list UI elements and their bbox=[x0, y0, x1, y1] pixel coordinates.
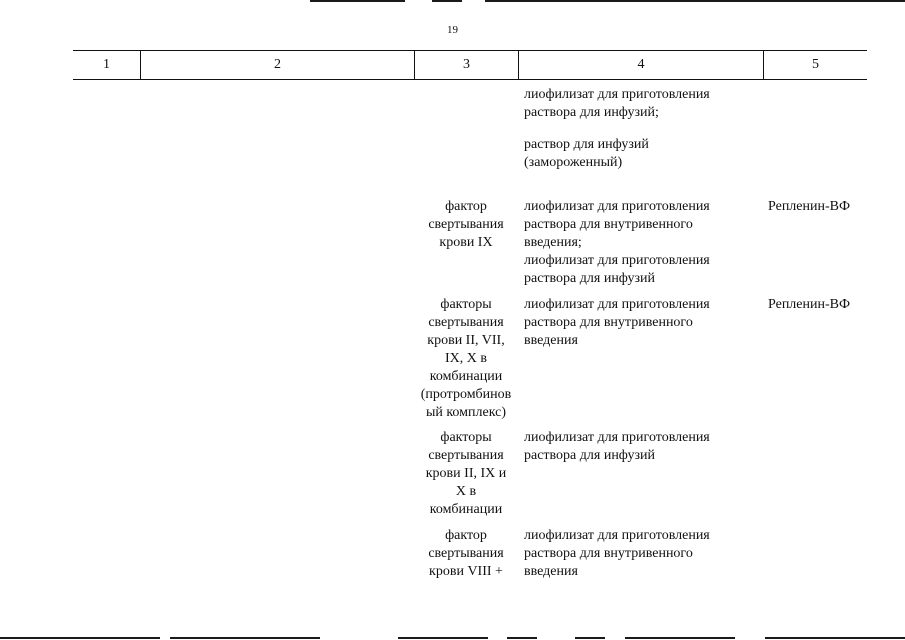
column-header-2: 2 bbox=[274, 57, 281, 72]
table-header-row bbox=[73, 50, 867, 80]
trade-name-cell: Репленин-ВФ bbox=[768, 297, 851, 312]
scan-artifact-top-mid bbox=[432, 0, 462, 2]
column-header-5: 5 bbox=[812, 57, 819, 72]
scan-artifact-bottom-4 bbox=[507, 637, 537, 639]
trade-name-cell: Репленин-ВФ bbox=[768, 199, 851, 214]
column-header-3: 3 bbox=[463, 57, 470, 72]
substance-cell: фактор свертывания крови VIII + bbox=[428, 528, 504, 579]
column-header-1: 1 bbox=[103, 57, 110, 72]
dosage-form-cell: лиофилизат для приготовления раствора для внутривенного введения bbox=[524, 528, 710, 579]
dosage-form-cell: лиофилизат для приготовления раствора для инфузий bbox=[524, 430, 710, 463]
dosage-form-cell: раствор для инфузий (замороженный) bbox=[524, 137, 649, 170]
column-header-4: 4 bbox=[637, 57, 645, 72]
substance-cell: факторы свертывания крови II, IX и X в комбинации bbox=[425, 430, 507, 517]
scan-artifact-bottom-2 bbox=[170, 637, 320, 639]
dosage-form-cell: лиофилизат для приготовления раствора для инфузий; bbox=[524, 87, 710, 120]
dosage-form-cell: лиофилизат для приготовления раствора для внутривенного введения; лиофилизат для приготовления раствора для инфузий bbox=[524, 199, 710, 286]
dosage-form-cell: лиофилизат для приготовления раствора для внутривенного введения bbox=[524, 297, 710, 348]
scan-artifact-bottom-1 bbox=[0, 637, 160, 639]
substance-cell: фактор свертывания крови IX bbox=[428, 199, 504, 250]
scan-artifact-top-right bbox=[485, 0, 905, 2]
scan-artifact-bottom-3 bbox=[398, 637, 488, 639]
page-number: 19 bbox=[447, 24, 458, 36]
scan-artifact-bottom-6 bbox=[625, 637, 735, 639]
scan-artifact-bottom-5 bbox=[575, 637, 605, 639]
substance-cell: факторы свертывания крови II, VII, IX, X в комбинации (протромбинов ый комплекс) bbox=[420, 297, 512, 420]
scan-artifact-top-left bbox=[310, 0, 405, 2]
scan-artifact-bottom-7 bbox=[765, 637, 905, 639]
